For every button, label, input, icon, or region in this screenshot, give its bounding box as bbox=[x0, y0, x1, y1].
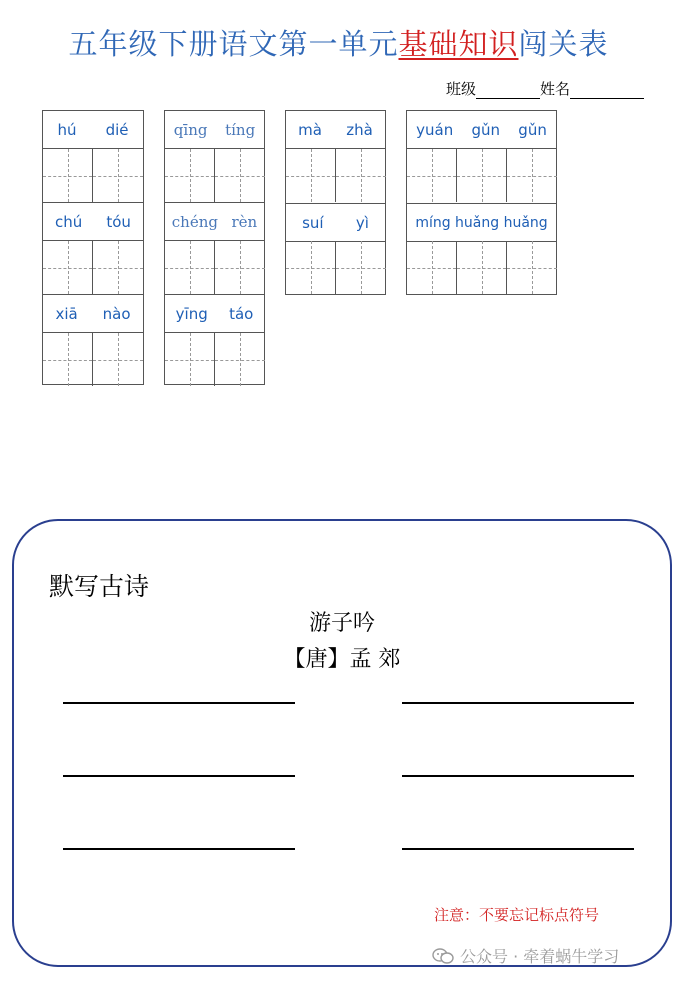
writing-cell[interactable] bbox=[457, 241, 507, 294]
watermark bbox=[432, 944, 619, 967]
pinyin-row bbox=[165, 203, 264, 241]
page-title bbox=[0, 22, 677, 63]
writing-cell[interactable] bbox=[215, 149, 265, 202]
writing-grid bbox=[165, 241, 265, 294]
writing-cell[interactable] bbox=[43, 241, 93, 294]
pinyin-syllable: dié bbox=[105, 120, 129, 139]
pinyin-syllable: suí bbox=[302, 213, 324, 232]
pinyin-syllable: mà bbox=[298, 120, 322, 139]
student-info bbox=[446, 78, 644, 99]
writing-cell[interactable] bbox=[507, 149, 557, 202]
writing-cell[interactable] bbox=[457, 149, 507, 202]
pinyin-syllable: nào bbox=[102, 304, 131, 323]
punctuation-note: 注意：不要忘记标点符号 bbox=[434, 906, 600, 924]
pinyin-syllable: xiā bbox=[55, 304, 78, 323]
writing-cell[interactable] bbox=[407, 149, 457, 202]
wechat-icon bbox=[432, 948, 454, 964]
writing-grid bbox=[407, 149, 557, 202]
class-blank[interactable] bbox=[476, 83, 540, 99]
pinyin-row bbox=[286, 203, 385, 242]
pinyin-block-chengren bbox=[164, 202, 265, 295]
pinyin-syllable: yīng bbox=[175, 304, 208, 323]
writing-cell[interactable] bbox=[93, 241, 143, 294]
writing-cell[interactable] bbox=[215, 241, 265, 294]
pinyin-row bbox=[286, 111, 385, 149]
pinyin-syllable: yì bbox=[355, 213, 369, 232]
answer-line[interactable] bbox=[402, 702, 634, 704]
pinyin-row bbox=[165, 295, 264, 333]
name-blank[interactable] bbox=[570, 83, 644, 99]
answer-line[interactable] bbox=[63, 775, 295, 777]
watermark-text: 公众号 · 牵着蜗牛学习 bbox=[460, 947, 620, 966]
pinyin-block-hudie bbox=[42, 110, 144, 203]
pinyin-row bbox=[43, 203, 143, 241]
name-label: 姓名 bbox=[540, 80, 571, 98]
pinyin-syllable: chéng bbox=[171, 212, 218, 231]
pinyin-syllable: zhà bbox=[346, 120, 373, 139]
pinyin-block-yuangungun-minghuanghuang bbox=[406, 110, 557, 295]
writing-cell[interactable] bbox=[215, 333, 265, 386]
pinyin-syllable: míng huǎng huǎng bbox=[415, 214, 548, 231]
writing-grid bbox=[165, 333, 265, 386]
pinyin-block-xianao bbox=[42, 294, 144, 385]
writing-cell[interactable] bbox=[286, 241, 336, 294]
writing-grid bbox=[286, 149, 386, 202]
answer-line[interactable] bbox=[402, 775, 634, 777]
writing-cell[interactable] bbox=[407, 241, 457, 294]
pinyin-syllable: rèn bbox=[231, 212, 258, 231]
writing-cell[interactable] bbox=[165, 333, 215, 386]
title-highlight: 基础知识 bbox=[398, 27, 519, 61]
poem-panel bbox=[12, 519, 672, 967]
class-label: 班级 bbox=[446, 80, 477, 98]
pinyin-syllable: táo bbox=[229, 304, 254, 323]
poem-heading: 默写古诗 bbox=[49, 572, 150, 601]
pinyin-block-mazha-suiyi bbox=[285, 110, 386, 295]
writing-grid bbox=[43, 149, 143, 202]
pinyin-row bbox=[43, 295, 143, 333]
pinyin-syllable: qīng bbox=[173, 120, 208, 139]
title-suffix: 闯关表 bbox=[518, 27, 609, 61]
pinyin-block-chutou bbox=[42, 202, 144, 295]
writing-grid bbox=[286, 241, 386, 294]
writing-cell[interactable] bbox=[336, 149, 386, 202]
pinyin-syllable: tíng bbox=[225, 120, 256, 139]
answer-line[interactable] bbox=[402, 848, 634, 850]
pinyin-syllable: hú bbox=[57, 120, 77, 139]
pinyin-syllable: gǔn bbox=[518, 120, 547, 139]
writing-cell[interactable] bbox=[507, 241, 557, 294]
writing-cell[interactable] bbox=[286, 149, 336, 202]
pinyin-row bbox=[407, 203, 556, 242]
writing-cell[interactable] bbox=[93, 333, 143, 386]
writing-grid bbox=[43, 333, 143, 386]
pinyin-syllable: yuán bbox=[416, 120, 454, 139]
writing-grid bbox=[407, 241, 557, 294]
writing-cell[interactable] bbox=[43, 333, 93, 386]
answer-line[interactable] bbox=[63, 702, 295, 704]
writing-grid bbox=[165, 149, 265, 202]
poem-title: 游子吟 bbox=[308, 611, 375, 636]
writing-grid bbox=[43, 241, 143, 294]
pinyin-syllable: chú bbox=[55, 212, 83, 231]
pinyin-row bbox=[165, 111, 264, 149]
pinyin-row bbox=[43, 111, 143, 149]
writing-cell[interactable] bbox=[336, 241, 386, 294]
pinyin-row bbox=[407, 111, 556, 149]
pinyin-block-qingting bbox=[164, 110, 265, 203]
poem-author: 【唐】孟 郊 bbox=[283, 647, 401, 672]
writing-cell[interactable] bbox=[165, 149, 215, 202]
pinyin-block-yingtao bbox=[164, 294, 265, 385]
writing-cell[interactable] bbox=[93, 149, 143, 202]
writing-cell[interactable] bbox=[165, 241, 215, 294]
answer-line[interactable] bbox=[63, 848, 295, 850]
title-main: 五年级下册语文第一单元 bbox=[68, 27, 399, 61]
pinyin-syllable: tóu bbox=[106, 212, 131, 231]
writing-cell[interactable] bbox=[43, 149, 93, 202]
pinyin-syllable: gǔn bbox=[471, 120, 501, 139]
